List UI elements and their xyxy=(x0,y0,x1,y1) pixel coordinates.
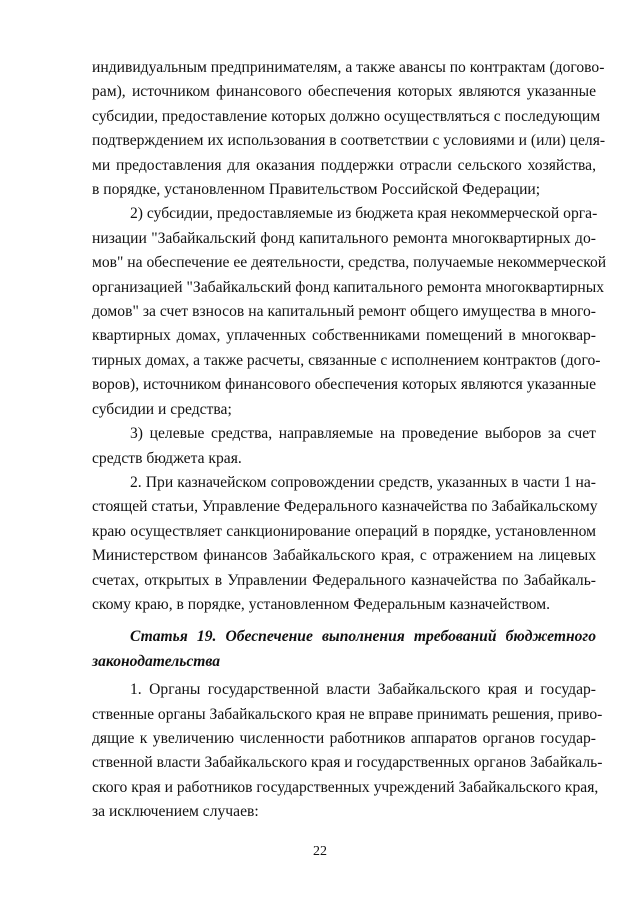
page-number: 22 xyxy=(313,844,327,859)
text-line: за исключением случаев: xyxy=(92,803,259,821)
article-heading-line: законодательства xyxy=(92,652,221,670)
text-line: 1. Органы государственной власти Забайкальского края и государ- xyxy=(130,681,596,699)
spacer xyxy=(92,617,596,625)
text-line: низации "Забайкальский фонд капитального ремонта многоквартирных до- xyxy=(92,229,596,247)
text-line: стоящей статьи, Управление Федерального казначейства по Забайкальскому xyxy=(92,498,598,516)
text-line: 2. При казначейском сопровождении средств, указанных в части 1 на- xyxy=(130,473,596,491)
text-line: 2) субсидии, предоставляемые из бюджета края некоммерческой орга- xyxy=(130,205,598,223)
text-line: счетах, открытых в Управлении Федерального казначейства по Забайкаль- xyxy=(92,571,596,589)
text-line: квартирных домах, уплаченных собственниками помещений в многоквар- xyxy=(92,327,596,345)
text-line: скому краю, в порядке, установленном Федеральным казначейством. xyxy=(92,595,550,613)
article-heading-line: Статья 19. Обеспечение выполнения требований бюджетного xyxy=(130,628,596,646)
text-line: краю осуществляет санкционирование операций в порядке, установленном xyxy=(92,522,596,540)
text-line: субсидии и средства; xyxy=(92,400,232,418)
text-line: рам), источником финансового обеспечения которых являются указанные xyxy=(92,83,596,101)
text-line: организацией "Забайкальский фонд капитального ремонта многоквартирных xyxy=(92,278,605,296)
text-line: подтверждением их использования в соответствии с условиями и (или) целя- xyxy=(92,132,606,150)
text-line: Министерством финансов Забайкальского края, с отражением на лицевых xyxy=(92,547,596,565)
text-line: мов" на обеспечение ее деятельности, средства, получаемые некоммерческой xyxy=(92,254,607,272)
text-line: 3) целевые средства, направляемые на проведение выборов за счет xyxy=(130,425,596,443)
paragraph xyxy=(92,56,606,202)
text-line: тирных домах, а также расчеты, связанные с исполнением контрактов (дого- xyxy=(92,351,601,369)
text-line: ми предоставления для оказания поддержки отрасли сельского хозяйства, xyxy=(92,156,596,174)
text-line: в порядке, установленном Правительством Российской Федерации; xyxy=(92,181,541,199)
text-line: дящие к увеличению численности работников аппаратов органов государ- xyxy=(92,729,596,747)
paragraph xyxy=(92,202,607,422)
text-line: ского края и работников государственных учреждений Забайкальского края, xyxy=(92,778,599,796)
text-line: индивидуальным предпринимателям, а также авансы по контрактам (догово- xyxy=(92,59,605,76)
text-line: субсидии, предоставление которых должно осуществляться с последующим xyxy=(92,107,601,125)
text-line: средств бюджета края. xyxy=(92,449,242,467)
text-line: ственные органы Забайкальского края не вправе принимать решения, приво- xyxy=(92,705,603,723)
text-line: домов" за счет взносов на капитальный ремонт общего имущества в много- xyxy=(92,303,596,321)
text-line: воров), источником финансового обеспечения которых являются указанные xyxy=(92,376,596,394)
paragraph xyxy=(92,678,603,824)
document-body xyxy=(92,56,607,825)
text-line: ственной власти Забайкальского края и государственных органов Забайкаль- xyxy=(92,754,603,772)
article-heading xyxy=(92,625,596,674)
paragraph xyxy=(92,471,596,617)
paragraph xyxy=(92,422,596,471)
